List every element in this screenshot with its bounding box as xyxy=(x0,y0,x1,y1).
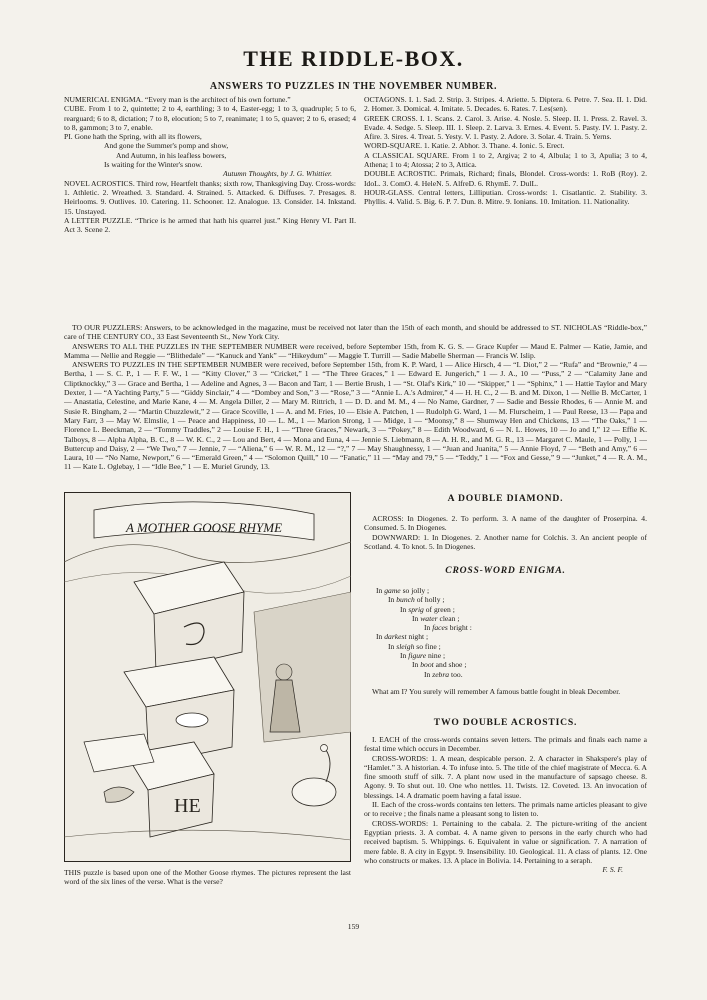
mother-goose-illustration xyxy=(64,492,351,862)
enigma-line-prefix: In xyxy=(400,604,409,614)
answers-left-column xyxy=(64,95,356,321)
hour-glass-answer: HOUR-GLASS. Central letters, Lilliputian. Cross-words: 1. Cisatlantic. 2. Stability. 3. Phyllis. 4. Valid. 5. Big. 6. P. 7. Dun. 8. Mitre. 9. Ionians. 10. Imitation. 11. Nationality. xyxy=(364,187,647,207)
svg-text:HE: HE xyxy=(174,795,201,817)
enigma-line-word: zebra xyxy=(432,669,450,679)
enigma-line-word: darkest xyxy=(384,632,407,642)
enigma-line-rest: nine ; xyxy=(426,651,446,661)
page-number: 159 xyxy=(347,922,360,931)
enigma-line-prefix: In xyxy=(388,641,397,651)
answers-heading: ANSWERS TO PUZZLES IN THE NOVEMBER NUMBER. xyxy=(209,81,498,92)
acrostic-one-crosswords: CROSS-WORDS: 1. A mean, despicable person. 2. A character in Shakspere's play of “Hamlet.” 3. A historian. 4. To infuse into. 5. The title of the chief magistrate of Mecca. 6. A fine smooth stuff of silk. 7. A plant now used in the manufacture of sapsago cheese. 8. Agony. 9. To shut out. 10. One who nettles. 11. Twists. 12. Coveted. 13. An invocation of blessings. 14. A dramatic poem having a fatal issue. xyxy=(364,753,647,800)
illustration-banner: A MOTHER GOOSE RHYME xyxy=(125,520,283,535)
enigma-line-prefix: In xyxy=(376,632,385,642)
pi-answer-line: PI. Gone hath the Spring, with all its flowers, xyxy=(64,132,202,142)
enigma-line-word: sleigh xyxy=(396,641,415,651)
crossword-enigma-closing-text: What am I? You surely will remember A famous battle fought in bleak December. xyxy=(372,687,621,696)
enigma-line xyxy=(364,605,647,614)
enigma-line-rest: so fine ; xyxy=(414,641,441,651)
enigma-line-rest: of green ; xyxy=(423,604,455,614)
enigma-line xyxy=(364,642,647,651)
enigma-line-prefix: In xyxy=(412,660,421,670)
novel-acrostics-answer: NOVEL ACROSTICS. Third row, Heartfelt thanks; sixth row, Thanksgiving Day. Cross-words: 1. Athletic. 2. Wreathed. 3. Standard. 4. Strained. 5. Attacked. 6. Diffuses. 7. Presages. 8. Heirlooms. 9. Outlives. 10. Catering. 11. Schooner. 12. Analogue. 13. Consider. 14. Inkstand. 15. Unstayed. xyxy=(64,178,356,216)
double-diamond-body xyxy=(364,514,647,564)
solvers-list xyxy=(64,323,647,483)
word-square-answer: WORD-SQUARE. 1. Katie. 2. Abhor. 3. Thane. 4. Ionic. 5. Erect. xyxy=(364,141,565,151)
acrostics-signature: F. S. F. xyxy=(602,865,623,875)
enigma-line-word: game xyxy=(384,586,401,595)
two-double-acrostics-title: TWO DOUBLE ACROSTICS. xyxy=(433,717,578,728)
crossword-enigma-title: CROSS-WORD ENIGMA. xyxy=(445,565,566,576)
pi-verse-line: Is waiting for the Winter's snow. xyxy=(104,160,203,170)
enigma-line-word: figure xyxy=(408,651,427,661)
octagons-answer: OCTAGONS. I. 1. Sad. 2. Strip. 3. Stripes. 4. Ariette. 5. Diptera. 6. Petre. 7. Sea. II. 1. Did. 2. Homer. 3. Domical. 4. Imitate. 5. Decades. 6. Rates. 7. Les(sen). xyxy=(364,95,647,114)
enigma-line-prefix: In xyxy=(424,623,433,633)
enigma-line-rest: and shoe ; xyxy=(433,660,467,670)
pi-attribution: Autumn Thoughts, by J. G. Whittier. xyxy=(222,169,332,179)
enigma-line-rest: clean ; xyxy=(437,613,460,623)
to-our-puzzlers-note: TO OUR PUZZLERS: Answers, to be acknowledged in the magazine, must be received not later than the 15th of each month, and should be addressed to ST. NICHOLAS “Riddle-box,” care of THE CENTURY CO., 33 East Seventeenth St., New York City. xyxy=(64,323,647,342)
enigma-line-rest: too. xyxy=(449,669,463,679)
crossword-enigma-poem xyxy=(364,586,647,686)
acrostic-two-intro: II. Each of the cross-words contains ten letters. The primals name articles pleasant to give or to receive ; the finals name a pleasant song to listen to. xyxy=(364,800,647,819)
all-answers-list: ANSWERS TO ALL THE PUZZLES IN THE SEPTEMBER NUMBER were received, before September 15th, from K. G. S. — Grace Kupfer — Maud E. Palmer — Katie, Jamie, and Mamma — Nellie and Reggie — “Blithedale” — “Kanuck and Yank” — “Hikeydum” — Maggie T. Turrill — Sadie Mabelle Sherman — Francis W. Islip. xyxy=(64,341,647,360)
enigma-line-prefix: In xyxy=(376,586,385,595)
double-diamond-title: A DOUBLE DIAMOND. xyxy=(447,493,564,504)
enigma-line-word: water xyxy=(420,613,438,623)
acrostic-two-crosswords: CROSS-WORDS: 1. Pertaining to the cabala. 2. The picture-writing of the ancient Egyptian priests. 3. A combat. 4. A name given to persons in the early church who had received baptism. 5. Whippings. 6. Equivalent in value or signification. 7. A narration of mere fable. 8. A city in Egypt. 9. Insensibility. 10. Geological. 11. A class of plants. 12. One who constructs or makes. 13. A place in Bolivia. 14. Pertaining to a seraph. xyxy=(364,818,647,865)
enigma-line-rest: of holly ; xyxy=(414,595,445,605)
page-title: THE RIDDLE-BOX. xyxy=(243,46,464,71)
enigma-line-word: boot xyxy=(420,660,434,670)
enigma-line-word: bunch xyxy=(396,595,415,605)
enigma-line-prefix: In xyxy=(388,595,397,605)
answers-list: ANSWERS TO PUZZLES IN THE SEPTEMBER NUMBER were received, before September 15th, from K. P. Ward, 1 — Alice Hirsch, 4 — “I. Diot,” 2 — “Rufa” and “Brownie,” 4 — Bertha, 1 — S. C. P., 1 — F. F. W., 1 — “Kitty Clover,” 3 — “Cricket,” 1 — “The Three Graces,” 1 — Edward E. Jungerich,” 1 — J. A., 10 — “Puss,” 2 — “Calamity Jane and Cliptknockky,” 3 — Grace and Bertha, 1 — Adeline and Agnes, 3 — Bacon and Tarr, 1 — Bertie Brush, 1 — “St. Olaf's Kirk,” 10 — “Skipper,” 1 — “Sphinx,” 1 — Hattie Taylor and Mary Dexter, 1 — “A Yachting Party,” 5 — “Giddy Sinclair,” 4 — “Dombey and Son,” 3 — “Rose,” 3 — “Annie L. A.'s Admirer,” 4 — H. H. C., 2 — B. and M. Dixon, 1 — Nellie B. McCarter, 1 — Anastatia, Celestine, and Marie Kane, 4 — M. Angela Diller, 2 — Mary M. Rittrich, 1 — D. D. and M. M., 4 — No Name, Gardner, 7 — Sadie and Bessie Rhodes, 6 — Annie M. and Susie R. Bingham, 2 — “Martin Chuzzlewit,” 2 — Grace Scoville, 1 — A. and M. Fries, 10 — Elsie A. Patchen, 1 — Rudolph G. Ward, 1 — M. Flurscheim, 1 — Paul Reese, 13 — Papa and Mary Farr, 3 — May W. Elmslie, 1 — Peace and Happiness, 10 — L. M., 1 — Marion Strong, 1 — Midge, 1 — “Moonsy,” 8 — Shumway Hen and Chickens, 13 — “The Oaks,” 1 — Florence L. Beeckman, 2 — “Tommy Traddles,” 2 — Louise F. H., 1 — “Three Graces,” Newark, 3 — “Pokey,” 8 — Edith Woodward, 6 — N. L. Howes, 10 — Jo and I,” 12 — Effie K. Talboys, 8 — Alpha Alpha, B. C., 8 — W. K. C., 2 — Lou and Bert, 4 — Mona and Euna, 4 — Jennie S. Liebmann, 8 — A. H. R., and M. G. R., 13 — Margaret C. Maule, 1 — Polly, 1 — Buttercup and Daisy, 2 — “We Two,” 7 — Jennie, 7 — “Aliena,” 6 — W. R. M., 12 — “?,” 7 — May Shaughnessy, 1 — “Juan and Juanita,” 5 — Annie Floyd, 7 — “Beth and Amy,” 6 — Laura, 10 — “No Name, Newport,” 6 — “Emerald Green,” 4 — “Solomon Quill,” 10 — “Fanatic,” 11 — “May and 79,” 5 — “Teddy,” 1 — “Fox and Gesse,” 9 — “Junket,” 4 — R. A. M., 11 — Kate L. Oglebay, 1 — “Idle Bee,” 1 — E. Muriel Grundy, 13. xyxy=(64,360,647,472)
enigma-line xyxy=(364,651,647,660)
enigma-line-rest: so jolly ; xyxy=(400,586,430,595)
enigma-line xyxy=(364,632,647,641)
illustration-caption: THIS puzzle is based upon one of the Mother Goose rhymes. The pictures represent the last word of the six lines of the verse. What is the verse? xyxy=(64,868,351,887)
acrostic-one-intro: I. EACH of the cross-words contains seven letters. The primals and finals each name a festal time which occurs in December. xyxy=(364,735,647,754)
answers-right-column xyxy=(364,95,647,321)
double-diamond-downward: DOWNWARD: 1. In Diogenes. 2. Another name for Colchis. 3. An ancient people of Scotland. 4. To knot. 5. In Diogenes. xyxy=(364,532,647,551)
numerical-enigma-answer: NUMERICAL ENIGMA. “Every man is the architect of his own fortune.” xyxy=(64,95,291,104)
enigma-line-prefix: In xyxy=(412,613,421,623)
double-acrostic-answer: DOUBLE ACROSTIC. Primals, Richard; finals, Blondel. Cross-words: 1. RoB (Roy). 2. IdoL. 3. ComO. 4. HeleN. 5. AlfreD. 6. RhymE. 7. DulL. xyxy=(364,169,647,188)
enigma-line xyxy=(364,670,647,679)
enigma-line-prefix: In xyxy=(424,669,433,679)
cube-answer: CUBE. From 1 to 2, quintette; 2 to 4, earthling; 3 to 4, Easter-egg; 1 to 3, quadruple; 5 to 6, rearguard; 6 to 8, dictation; 7 to 8, elocution; 5 to 7, reanimate; 1 to 5, quaver; 2 to 6, erased; 4 to 8, gammon; 3 to 7, enable. xyxy=(64,104,356,132)
pi-verse-line: And gone the Summer's pomp and show, xyxy=(104,141,229,151)
enigma-line-word: sprig xyxy=(408,604,424,614)
enigma-line xyxy=(364,586,647,595)
enigma-line-word: faces xyxy=(432,623,448,633)
enigma-line xyxy=(364,623,647,632)
pi-verse-line: And Autumn, in his leafless bowers, xyxy=(116,150,227,160)
double-diamond-across: ACROSS: In Diogenes. 2. To perform. 3. A name of the daughter of Proserpina. 4. Consumed. 5. In Diogenes. xyxy=(364,514,647,533)
classical-square-answer: A CLASSICAL SQUARE. From 1 to 2, Argiva; 2 to 4, Albula; 1 to 3, Apulia; 3 to 4, Athena; 1 to 4; Atossa; 2 to 3, Attica. xyxy=(364,150,647,170)
crossword-enigma-closing xyxy=(364,687,647,707)
greek-cross-answer: GREEK CROSS. I. 1. Scans. 2. Carol. 3. Arise. 4. Nosle. 5. Sleep. II. 1. Press. 2. Ravel. 3. Evade. 4. Sedge. 5. Sleep. III. 1. Sleep. 2. Larva. 3. Ernes. 4. Event. 5. Pasty. IV. 1. Pasty. 2. Afire. 3. Sires. 4. Treat. 5. Yesty. V. 1. Pasty. 2. Adore. 3. Solar. 4. Train. 5. Yerns. xyxy=(364,113,647,142)
enigma-line-prefix: In xyxy=(400,651,409,661)
enigma-line xyxy=(364,614,647,623)
enigma-line xyxy=(364,660,647,669)
two-double-acrostics-body xyxy=(364,735,647,990)
letter-puzzle-answer: A LETTER PUZZLE. “Thrice is he armed that hath his quarrel just.” King Henry VI. Part II. Act 3. Scene 2. xyxy=(64,215,356,235)
enigma-line-rest: bright : xyxy=(447,623,472,633)
enigma-line xyxy=(364,595,647,604)
enigma-line-rest: night ; xyxy=(406,632,429,642)
